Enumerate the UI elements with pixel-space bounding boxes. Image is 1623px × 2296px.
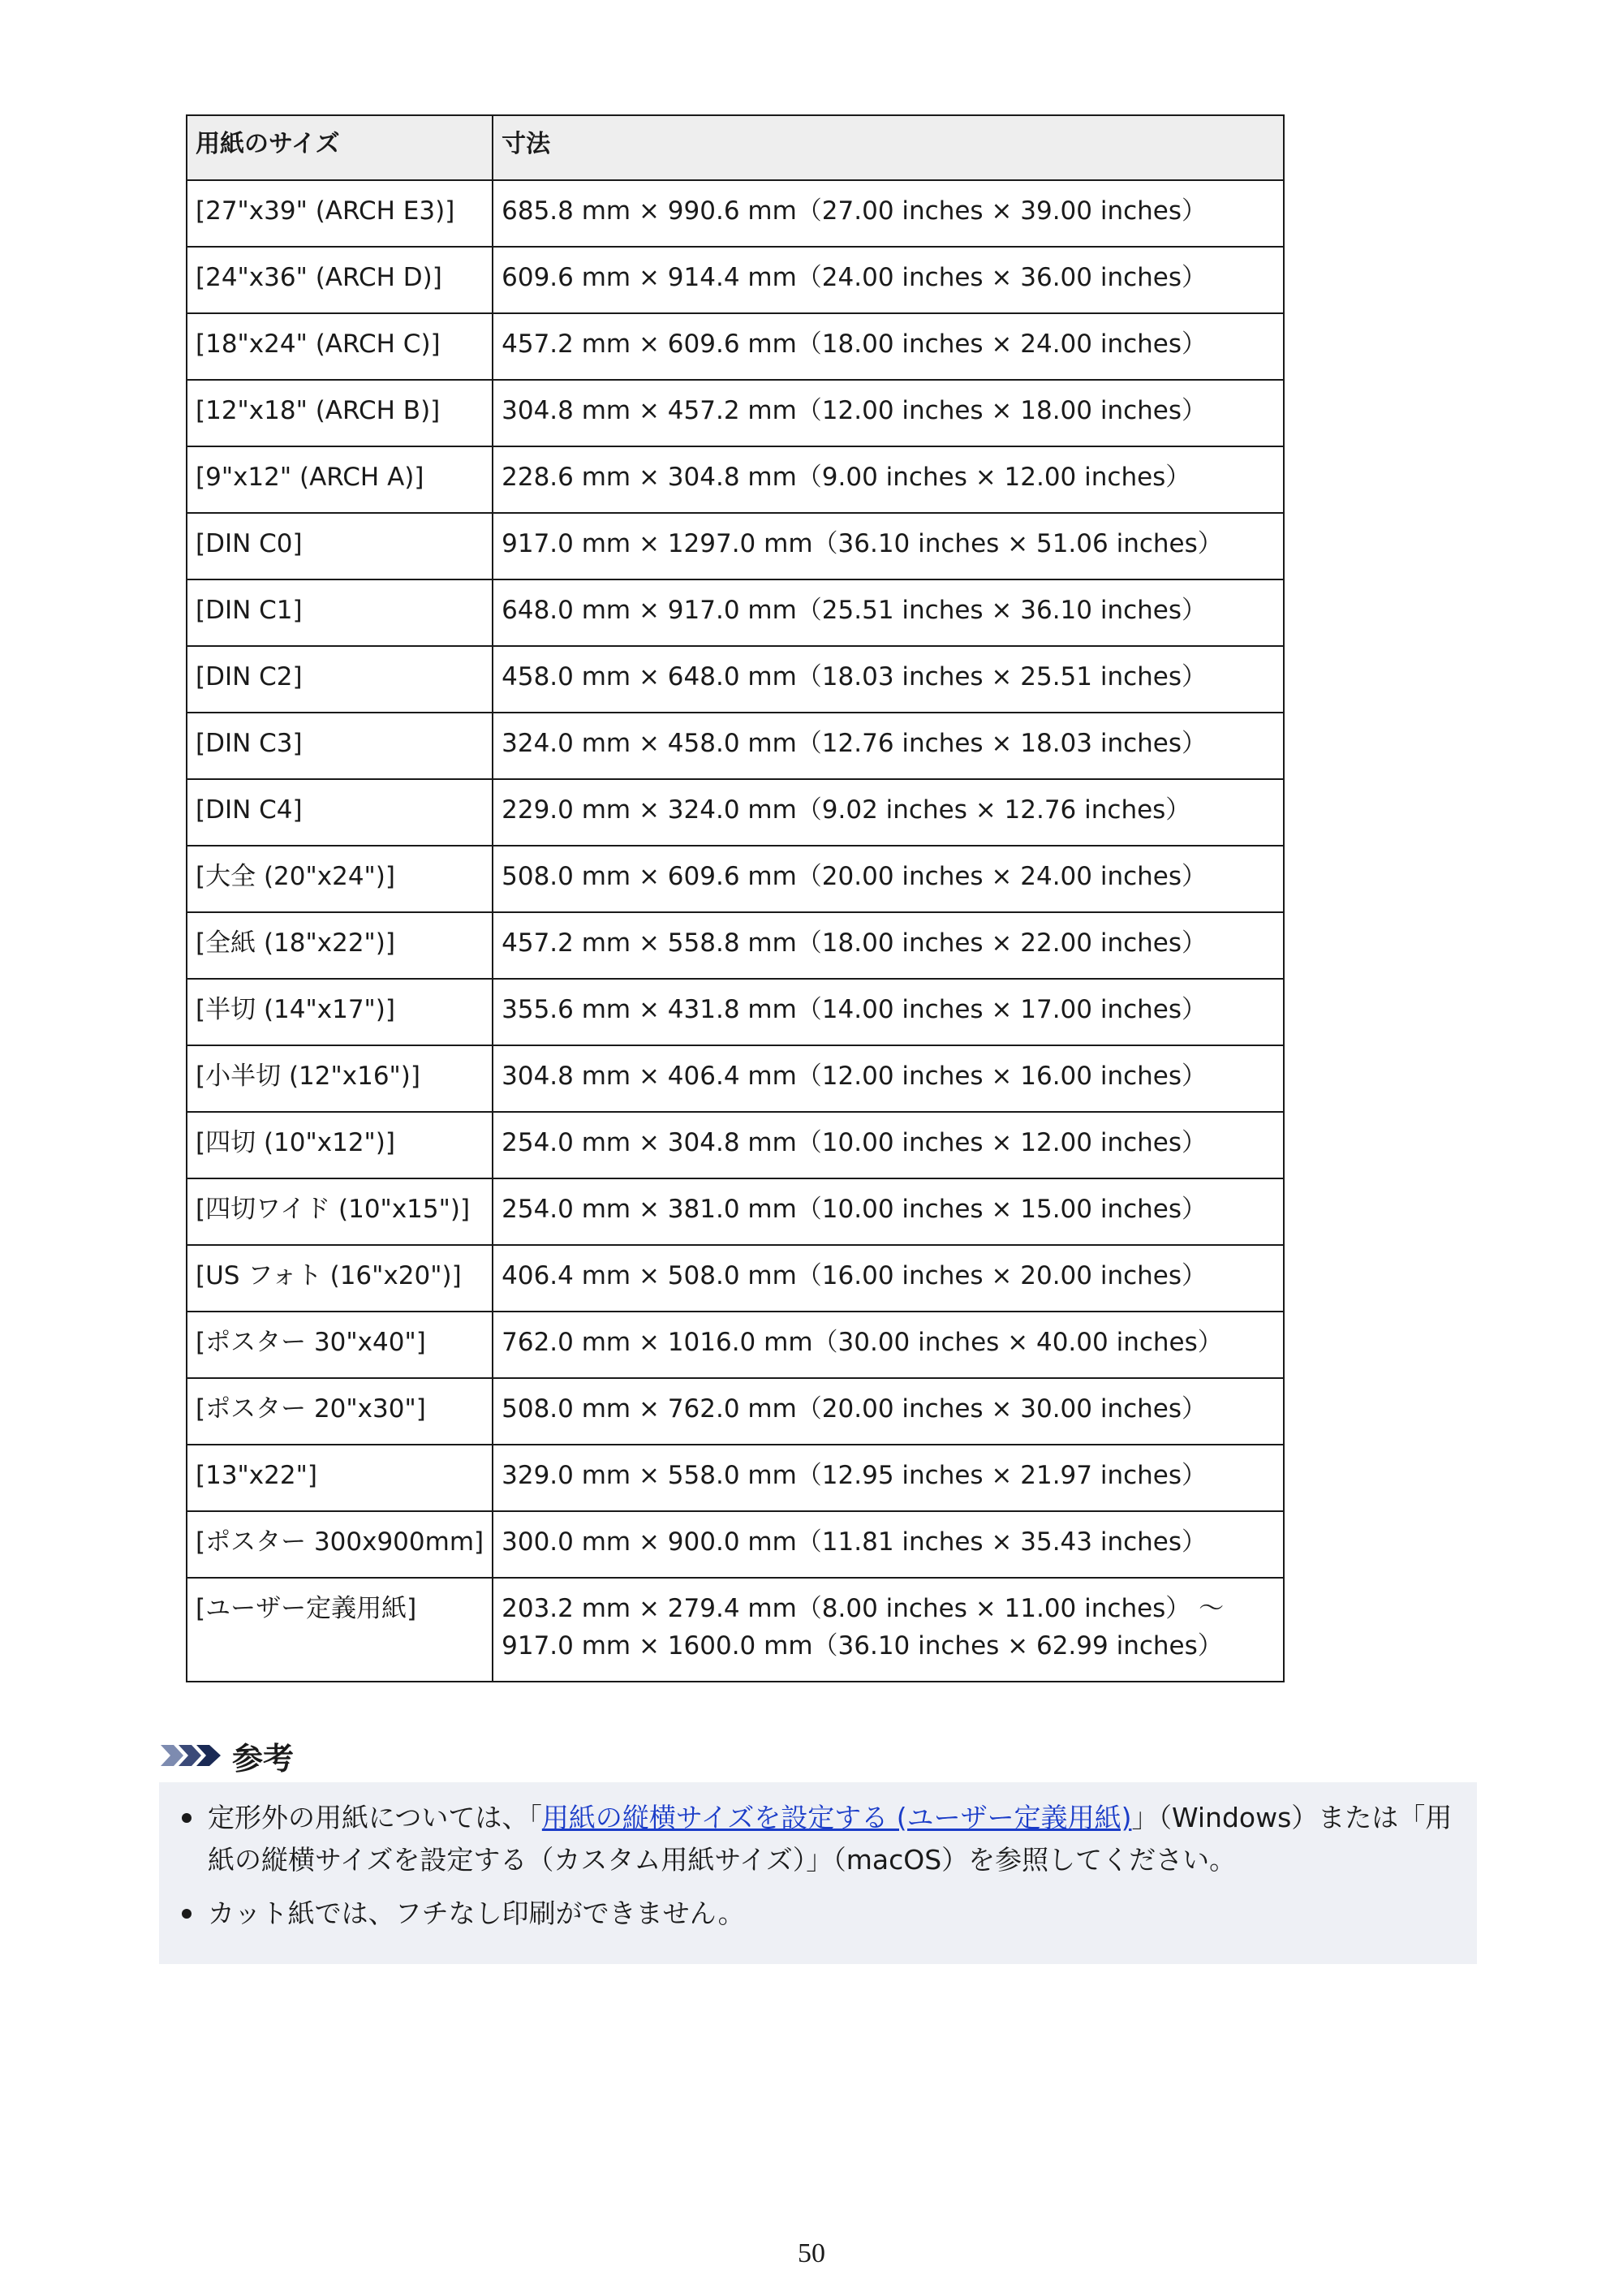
note-text-before: 定形外の用紙については、「 xyxy=(208,1802,542,1833)
table-row xyxy=(187,1045,1284,1112)
reference-note xyxy=(159,1729,1477,1964)
bullet-icon xyxy=(182,1813,192,1823)
table-row xyxy=(187,1178,1284,1245)
list-item xyxy=(182,1797,1469,1881)
triple-chevron-icon xyxy=(159,1742,222,1769)
table-header-row xyxy=(187,115,1284,180)
cell-dimensions: 300.0 mm × 900.0 mm（11.81 inches × 35.43 inches） xyxy=(493,1511,1284,1578)
note-list xyxy=(182,1797,1469,1935)
table-row xyxy=(187,846,1284,912)
cell-paper-size: [DIN C2] xyxy=(187,646,493,713)
cell-dimensions: 762.0 mm × 1016.0 mm（30.00 inches × 40.00 inches） xyxy=(493,1312,1284,1378)
table-row xyxy=(187,713,1284,779)
list-item xyxy=(182,1893,1469,1935)
table-row xyxy=(187,1312,1284,1378)
cell-dimensions: 458.0 mm × 648.0 mm（18.03 inches × 25.51 inches） xyxy=(493,646,1284,713)
cell-paper-size: [13"x22"] xyxy=(187,1445,493,1511)
cell-paper-size: [大全 (20"x24")] xyxy=(187,846,493,912)
paper-size-table xyxy=(186,114,1285,1682)
cell-dimensions: 648.0 mm × 917.0 mm（25.51 inches × 36.10 inches） xyxy=(493,579,1284,646)
cell-dimensions: 508.0 mm × 762.0 mm（20.00 inches × 30.00 inches） xyxy=(493,1378,1284,1445)
table-row xyxy=(187,1245,1284,1312)
cell-paper-size: [12"x18" (ARCH B)] xyxy=(187,380,493,446)
note-title: 参考 xyxy=(232,1740,295,1777)
cell-paper-size: [DIN C4] xyxy=(187,779,493,846)
table-row xyxy=(187,446,1284,513)
cell-paper-size: [US フォト (16"x20")] xyxy=(187,1245,493,1312)
cell-dimensions: 254.0 mm × 381.0 mm（10.00 inches × 15.00 inches） xyxy=(493,1178,1284,1245)
cell-dimensions: 457.2 mm × 558.8 mm（18.00 inches × 22.00 inches） xyxy=(493,912,1284,979)
cell-paper-size: [半切 (14"x17")] xyxy=(187,979,493,1045)
cell-paper-size: [ユーザー定義用紙] xyxy=(187,1578,493,1682)
cell-dimensions: 406.4 mm × 508.0 mm（16.00 inches × 20.00 inches） xyxy=(493,1245,1284,1312)
cell-paper-size: [全紙 (18"x22")] xyxy=(187,912,493,979)
cell-paper-size: [小半切 (12"x16")] xyxy=(187,1045,493,1112)
cell-dimensions: 508.0 mm × 609.6 mm（20.00 inches × 24.00 inches） xyxy=(493,846,1284,912)
cell-dimensions: 355.6 mm × 431.8 mm（14.00 inches × 17.00 inches） xyxy=(493,979,1284,1045)
cell-paper-size: [18"x24" (ARCH C)] xyxy=(187,313,493,380)
table-row xyxy=(187,979,1284,1045)
table-row xyxy=(187,380,1284,446)
page-number: 50 xyxy=(798,2238,825,2268)
note-text: カット紙では、フチなし印刷ができません。 xyxy=(208,1898,745,1929)
table-row xyxy=(187,1112,1284,1178)
table-row xyxy=(187,1578,1284,1682)
note-header xyxy=(159,1729,1477,1782)
table-row xyxy=(187,1378,1284,1445)
user-defined-paper-link[interactable]: 用紙の縦横サイズを設定する (ユーザー定義用紙) xyxy=(541,1802,1132,1833)
table-row xyxy=(187,513,1284,579)
table-body xyxy=(187,180,1284,1682)
cell-dimensions: 685.8 mm × 990.6 mm（27.00 inches × 39.00 inches） xyxy=(493,180,1284,247)
note-body xyxy=(159,1782,1477,1964)
cell-paper-size: [四切ワイド (10"x15")] xyxy=(187,1178,493,1245)
table-row xyxy=(187,313,1284,380)
cell-paper-size: [DIN C0] xyxy=(187,513,493,579)
cell-dimensions: 304.8 mm × 457.2 mm（12.00 inches × 18.00 inches） xyxy=(493,380,1284,446)
cell-dimensions: 228.6 mm × 304.8 mm（9.00 inches × 12.00 inches） xyxy=(493,446,1284,513)
cell-paper-size: [27"x39" (ARCH E3)] xyxy=(187,180,493,247)
cell-dimensions: 457.2 mm × 609.6 mm（18.00 inches × 24.00 inches） xyxy=(493,313,1284,380)
cell-dimensions: 229.0 mm × 324.0 mm（9.02 inches × 12.76 inches） xyxy=(493,779,1284,846)
cell-paper-size: [ポスター 300x900mm] xyxy=(187,1511,493,1578)
table-row xyxy=(187,779,1284,846)
cell-dimensions: 304.8 mm × 406.4 mm（12.00 inches × 16.00 inches） xyxy=(493,1045,1284,1112)
cell-dimensions: 917.0 mm × 1297.0 mm（36.10 inches × 51.06 inches） xyxy=(493,513,1284,579)
bullet-icon xyxy=(182,1909,192,1919)
table-row xyxy=(187,912,1284,979)
table-row xyxy=(187,1445,1284,1511)
table-row xyxy=(187,646,1284,713)
cell-dimensions: 329.0 mm × 558.0 mm（12.95 inches × 21.97 inches） xyxy=(493,1445,1284,1511)
cell-dimensions: 609.6 mm × 914.4 mm（24.00 inches × 36.00 inches） xyxy=(493,247,1284,313)
table-row xyxy=(187,579,1284,646)
cell-paper-size: [9"x12" (ARCH A)] xyxy=(187,446,493,513)
table-row xyxy=(187,180,1284,247)
cell-paper-size: [四切 (10"x12")] xyxy=(187,1112,493,1178)
cell-paper-size: [DIN C1] xyxy=(187,579,493,646)
table-row xyxy=(187,247,1284,313)
header-paper-size: 用紙のサイズ xyxy=(187,115,493,180)
cell-paper-size: [ポスター 20"x30"] xyxy=(187,1378,493,1445)
table-row xyxy=(187,1511,1284,1578)
cell-paper-size: [24"x36" (ARCH D)] xyxy=(187,247,493,313)
cell-dimensions: 254.0 mm × 304.8 mm（10.00 inches × 12.00 inches） xyxy=(493,1112,1284,1178)
cell-paper-size: [DIN C3] xyxy=(187,713,493,779)
cell-dimensions: 203.2 mm × 279.4 mm（8.00 inches × 11.00 inches） ～ 917.0 mm × 1600.0 mm（36.10 inches × 62.99 inches） xyxy=(493,1578,1284,1682)
note-text-after: 」（Windows）または「用紙の縦横サイズを設定する（カスタム用紙サイズ）」（macOS）を参照してください。 xyxy=(208,1802,1453,1876)
cell-paper-size: [ポスター 30"x40"] xyxy=(187,1312,493,1378)
header-dimensions: 寸法 xyxy=(493,115,1284,180)
cell-dimensions: 324.0 mm × 458.0 mm（12.76 inches × 18.03 inches） xyxy=(493,713,1284,779)
